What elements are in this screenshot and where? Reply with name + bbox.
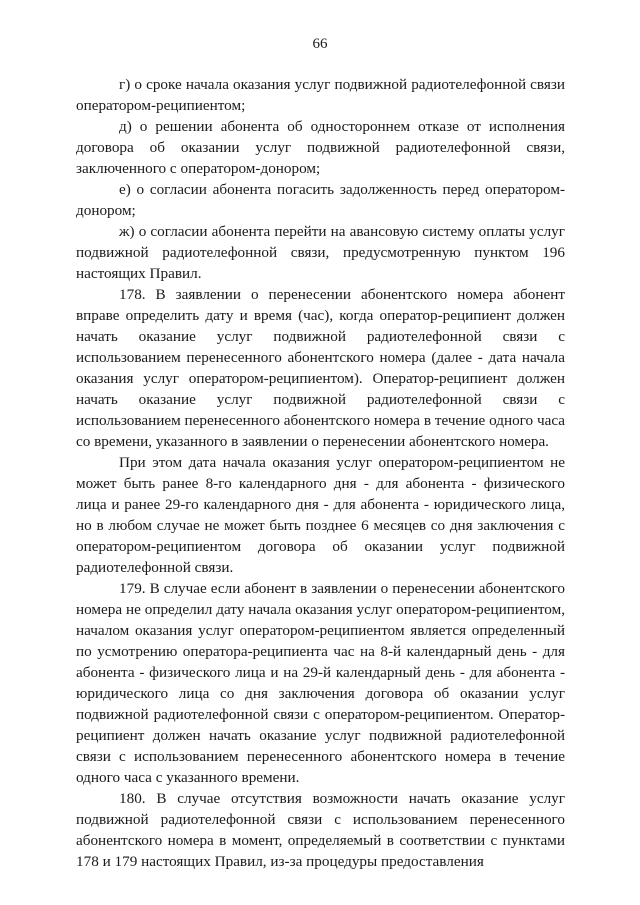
paragraph-clause-180: 180. В случае отсутствия возможности начать оказание услуг подвижной радиотелефонной связи с использованием перенесенного абонентского номера в момент, определяемый в соответствии с пунктами 178 и 179 настоящих Правил, из-за процедуры предоставления — [76, 790, 565, 870]
paragraph-clause-178-continued: При этом дата начала оказания услуг оператором-реципиентом не может быть ранее 8-го календарного дня - для абонента - физического лица и ранее 29-го календарного дня - для абонента - юридического лица, но в любом случае не может быть позднее 6 месяцев со дня заключения с оператором-реципиентом договора об оказании услуг подвижной радиотелефонной связи. — [76, 454, 565, 576]
paragraph-clause-178: 178. В заявлении о перенесении абонентского номера абонент вправе определить дату и время (час), когда оператор-реципиент должен начать оказание услуг подвижной радиотелефонной связи с использованием перенесенного абонентского номера (далее - дата начала оказания услуг оператором-реципиентом). Оператор-реципиент должен начать оказание услуг подвижной радиотелефонной связи с использованием перенесенного абонентского номера в течение одного часа со времени, указанного в заявлении о перенесении абонентского номера. — [76, 286, 565, 450]
document-body — [76, 74, 565, 872]
paragraph-item-zh: ж) о согласии абонента перейти на авансовую систему оплаты услуг подвижной радиотелефонной связи, предусмотренную пунктом 196 настоящих Правил. — [76, 223, 565, 282]
paragraph-item-g: г) о сроке начала оказания услуг подвижной радиотелефонной связи оператором-реципиентом; — [76, 76, 565, 114]
paragraph-item-e: е) о согласии абонента погасить задолженность перед оператором-донором; — [76, 181, 565, 219]
paragraph-clause-179: 179. В случае если абонент в заявлении о перенесении абонентского номера не определил дату начала оказания услуг оператором-реципиентом, началом оказания услуг оператором-реципиентом является определенный по усмотрению оператора-реципиента час на 8-й календарный день - для абонента - физического лица и на 29-й календарный день - для абонента - юридического лица со дня заключения договора об оказании услуг подвижной радиотелефонной связи с оператором-реципиентом. Оператор-реципиент должен начать оказание услуг подвижной радиотелефонной связи с использованием перенесенного абонентского номера в течение одного часа с указанного времени. — [76, 580, 565, 786]
page-number: 66 — [312, 36, 328, 52]
paragraph-item-d: д) о решении абонента об одностороннем отказе от исполнения договора об оказании услуг подвижной радиотелефонной связи, заключенного с оператором-донором; — [76, 118, 565, 177]
